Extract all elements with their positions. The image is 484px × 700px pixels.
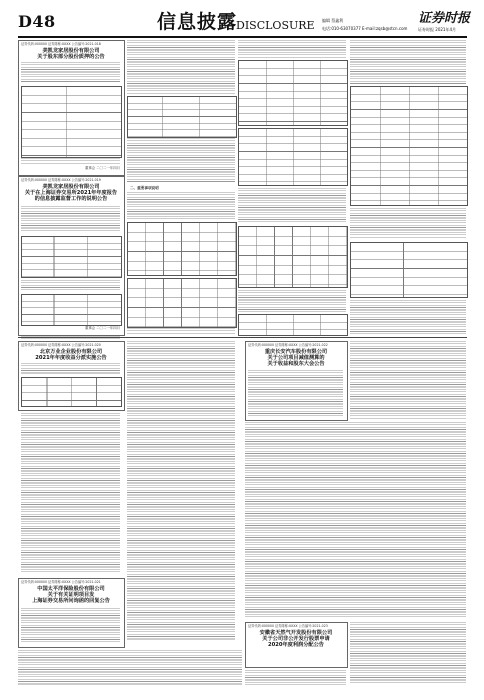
data-table-mid-6 — [238, 226, 348, 288]
section-heading-mid: 二、重要事项说明 — [130, 186, 159, 190]
data-table-3 — [21, 377, 122, 407]
body-text-1b — [21, 158, 120, 164]
body-text-lower-right — [245, 422, 466, 618]
body-text-mid-7 — [238, 290, 346, 312]
body-text-2a — [21, 206, 120, 232]
body-text-col4-3 — [350, 300, 466, 334]
body-text-mid-3 — [127, 192, 235, 220]
page-number: D48 — [18, 12, 56, 31]
title-3-line-2: 2021年年度收益分派实施公告 — [35, 355, 107, 362]
title-4-line-1: 中国太平洋保险股份有限公司 — [37, 586, 105, 592]
data-table-mid-2 — [127, 222, 237, 276]
announcement-title-5 — [245, 349, 347, 368]
body-text-bottom-2 — [245, 670, 346, 686]
data-table-mid-4 — [238, 60, 348, 126]
body-text-lower-col1 — [21, 413, 120, 573]
title-6-line-2: 关于公司非公开发行股票申请 — [262, 636, 330, 643]
stock-code-3: 证券代码:000000 证券简称:XXXX 公告编号:2021-020 — [21, 343, 101, 347]
data-table-col4-2 — [350, 242, 468, 298]
title-5-line-3: 关于收益和股东大会公告 — [267, 361, 325, 368]
body-text-3a — [21, 363, 120, 375]
brand-slogan: 证券时报 2021年4月 — [418, 27, 456, 32]
data-table-2a — [21, 236, 122, 278]
title-6-line-3: 2020年度利润分配公告 — [268, 642, 324, 649]
body-text-lower-col4-1 — [350, 341, 466, 419]
stock-code-1: 证券代码:000000 证券简称:XXXX 公告编号:2021-018 — [21, 42, 101, 46]
title-4-line-2: 关于有关证明项目发 — [47, 592, 95, 599]
title-2-line-3: 的信息披露监督工作的说明公告 — [34, 196, 108, 203]
contact-line: 电话:010-63070377 E-mail:zqsb@stcn.com — [322, 26, 408, 31]
body-text-lower-mid-1 — [127, 341, 235, 641]
body-text-mid-6 — [238, 188, 346, 222]
stock-code-6: 证券代码:000000 证券简称:XXXX 公告编号:2021-023 — [248, 624, 328, 628]
title-2-line-1: 美凯龙家居股份有限公司 — [42, 184, 100, 190]
body-text-mid-5 — [238, 40, 346, 58]
signature-1: 董事会 二〇二一年四月 — [85, 166, 120, 170]
data-table-mid-1 — [127, 96, 237, 138]
title-3-line-1: 北京万业企业股份有限公司 — [39, 349, 103, 355]
body-text-5 — [248, 370, 343, 416]
body-text-1a — [21, 62, 120, 82]
data-table-mid-5 — [238, 128, 348, 186]
body-text-bottom — [18, 650, 242, 686]
data-table-mid-3 — [127, 278, 237, 328]
body-text-2b — [21, 280, 120, 290]
header-rule — [18, 36, 467, 38]
stock-code-5: 证券代码:000000 证券简称:XXXX 公告编号:2021-022 — [248, 343, 328, 347]
title-6-line-1: 安徽省天然气开发股份有限公司 — [259, 630, 333, 636]
signature-2: 董事会 二〇二一年四月 — [85, 326, 120, 330]
stock-code-2: 证券代码:000000 证券简称:XXXX 公告编号:2021-019 — [21, 178, 101, 182]
page-header — [0, 0, 484, 38]
body-text-4 — [21, 608, 120, 642]
body-text-6 — [350, 622, 466, 684]
announcement-title-6 — [245, 630, 347, 649]
section-title-en: DISCLOSURE — [236, 19, 315, 32]
title-5-line-2: 关于公司项目减值测算的 — [267, 355, 325, 362]
body-text-mid-2 — [127, 138, 235, 182]
newspaper-logo — [418, 11, 471, 34]
editor-line: 编辑 蔡鑫利 — [322, 18, 344, 23]
body-text-mid-1 — [127, 40, 235, 94]
data-table-2b — [21, 294, 122, 326]
announcement-title-4 — [18, 586, 124, 605]
body-text-mid-4 — [127, 328, 235, 334]
data-table-mid-7 — [238, 314, 348, 336]
title-5-line-1: 重庆长安汽车股份有限公司 — [264, 349, 328, 355]
title-1-line-1: 美凯龙家居股份有限公司 — [42, 48, 100, 54]
brand-text: 证券时报 — [418, 11, 471, 26]
body-text-col4-1 — [350, 40, 466, 84]
announcement-title-3 — [18, 349, 124, 361]
title-1-line-2: 关于股东部分股份质押的公告 — [37, 54, 105, 61]
stock-code-4: 证券代码:000000 证券简称:XXXX 公告编号:2021-021 — [21, 580, 101, 584]
title-2-line-2: 关于在上海证券交易所2021年年度报告 — [24, 190, 118, 197]
data-table-col4-1 — [350, 86, 468, 206]
section-title: 信息披露 — [157, 11, 238, 33]
pledge-table-1 — [21, 86, 122, 158]
section-divider — [18, 337, 467, 338]
announcement-title-2 — [18, 184, 124, 203]
body-text-col4-2 — [350, 208, 466, 238]
title-4-line-3: 上海证券交易所问询函的回复公告 — [32, 598, 110, 605]
announcement-title-1 — [18, 48, 124, 60]
